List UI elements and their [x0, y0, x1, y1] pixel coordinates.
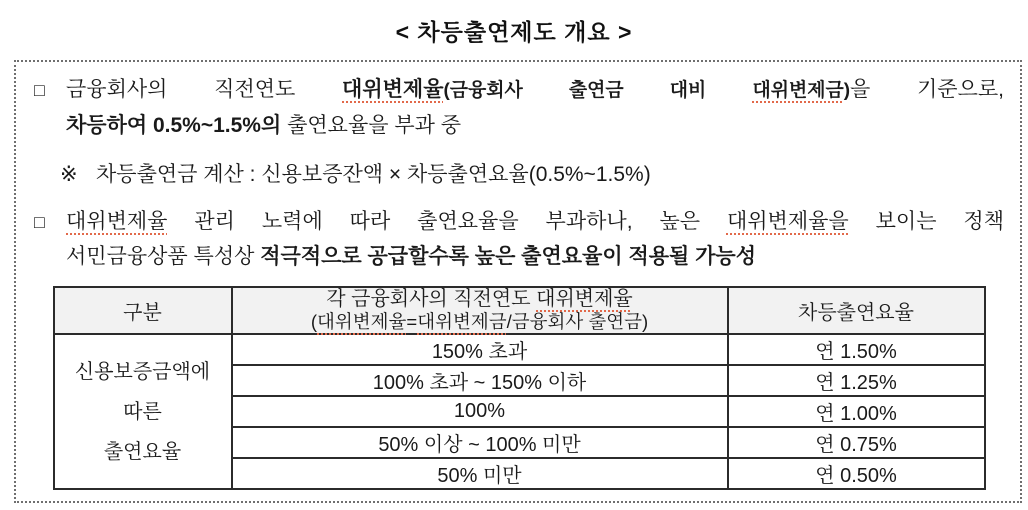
rate-cell: 연 1.25% — [728, 365, 985, 396]
range-cell: 100% 초과 ~ 150% 이하 — [232, 365, 728, 396]
overview-box — [14, 60, 1022, 503]
formula-note — [60, 157, 1004, 192]
text-segment: ) — [843, 80, 850, 101]
text-segment: 금융회사의 직전연도 — [66, 78, 343, 101]
range-cell: 150% 초과 — [232, 334, 728, 365]
square-bullet-icon: □ — [34, 212, 45, 232]
text-segment-spellcheck: 대위변제율 — [536, 288, 633, 310]
bullet-paragraph-2 — [34, 204, 1004, 274]
table-header — [54, 287, 985, 334]
rate-range-text: 0.5%~1.5%의 — [152, 114, 282, 137]
rate-cell: 연 1.00% — [728, 396, 985, 427]
range-cell: 50% 이상 ~ 100% 미만 — [232, 427, 728, 458]
header-rate-basis-line-2 — [237, 311, 723, 333]
merged-cell-line: 신용보증금액에 — [74, 360, 211, 383]
header-cell-rate-basis — [232, 287, 728, 334]
text-segment: 서민금융상품 특성상 — [66, 245, 261, 268]
contribution-rate-table — [53, 286, 986, 490]
text-segment: 차등하여 — [66, 114, 153, 137]
bullet-paragraph-1 — [34, 72, 1004, 143]
merged-cell-line: 출연요율 — [103, 440, 182, 463]
rate-cell: 연 0.50% — [728, 458, 985, 489]
bullet-2-content — [66, 204, 1004, 274]
text-segment-spellcheck: 대위변제율 — [342, 78, 444, 101]
header-rate-basis-line-1 — [237, 288, 723, 311]
header-cell-differential-rate: 차등출연요율 — [728, 287, 985, 334]
table-row — [54, 334, 985, 365]
text-segment: (금융회사 출연금 대비 — [443, 80, 753, 101]
text-segment-spellcheck: 대위변제금 — [417, 311, 507, 332]
text-segment: ( — [310, 311, 318, 332]
bullet-1-line-2 — [66, 108, 1004, 143]
text-segment-spellcheck: 대위변제율을 — [726, 210, 849, 233]
text-segment: = — [406, 311, 418, 332]
reference-mark-icon: ※ — [60, 163, 78, 186]
range-cell: 100% — [232, 396, 728, 427]
range-cell: 50% 미만 — [232, 458, 728, 489]
text-segment: 출연요율을 부과 중 — [281, 114, 462, 137]
text-segment: 관리 노력에 따라 출연요율을 부과하나, 높은 — [167, 210, 727, 233]
section-title: < 차등출연제도 개요 > — [395, 19, 633, 45]
text-segment-spellcheck: 대위변제율 — [66, 210, 168, 233]
text-segment: 각 금융회사의 직전연도 — [326, 288, 537, 310]
merged-cell-line: 따른 — [123, 400, 162, 423]
table-container — [34, 286, 1004, 490]
bullet-1-content — [66, 72, 1004, 143]
merged-category-cell — [54, 334, 232, 489]
bullet-2-line-2 — [66, 239, 1004, 274]
table-header-row — [54, 287, 985, 334]
rate-cell: 연 0.75% — [728, 427, 985, 458]
bullet-1-line-1 — [66, 72, 1004, 108]
text-segment: 적극적으로 공급할수록 높은 출연요율이 적용될 가능성 — [260, 245, 756, 268]
table-body — [54, 334, 985, 489]
text-segment-spellcheck: 대위변제율 — [317, 311, 407, 332]
text-segment: 을 기준으로, — [850, 78, 1004, 101]
rate-cell: 연 1.50% — [728, 334, 985, 365]
formula-note-text: 차등출연금 계산 : 신용보증잔액 × 차등출연요율(0.5%~1.5%) — [96, 163, 651, 186]
text-segment: 보이는 정책 — [848, 210, 1004, 233]
header-cell-category: 구분 — [54, 287, 232, 334]
text-segment-spellcheck: 대위변제금 — [752, 80, 844, 101]
square-bullet-icon: □ — [34, 80, 45, 100]
bullet-2-line-1 — [66, 204, 1004, 239]
text-segment: /금융회사 출연금) — [506, 311, 649, 332]
